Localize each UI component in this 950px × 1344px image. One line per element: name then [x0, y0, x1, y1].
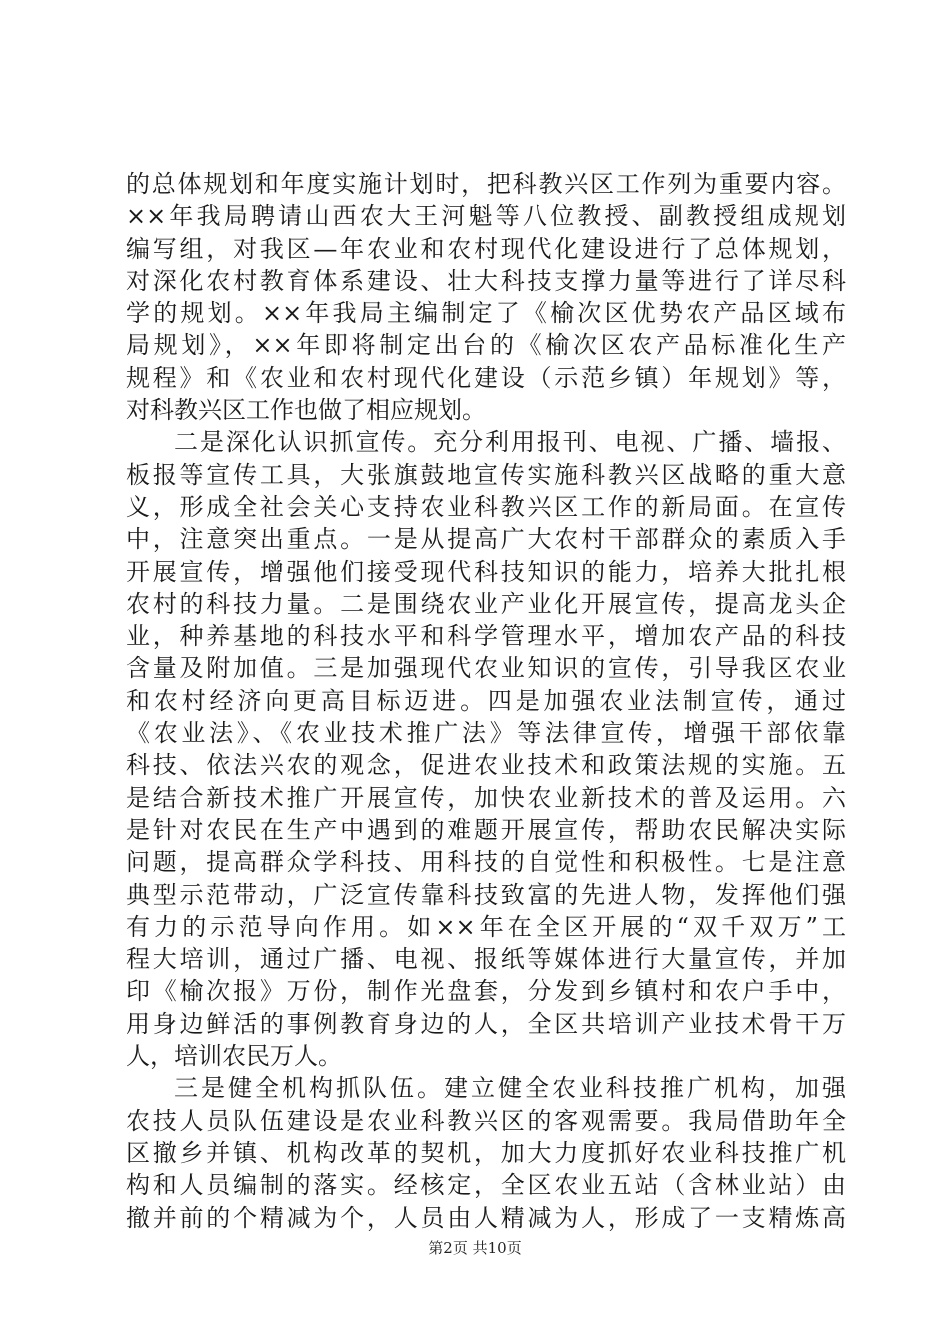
text-line: 学的规划。××年我局主编制定了《榆次区优势农产品区域布 — [126, 299, 846, 328]
text-line: 是结合新技术推广开展宣传，加快农业新技术的普及运用。六 — [126, 783, 846, 812]
text-line: 板报等宣传工具，大张旗鼓地宣传实施科教兴区战略的重大意 — [126, 460, 846, 489]
text-line: 义，形成全社会关心支持农业科教兴区工作的新局面。在宣传 — [126, 492, 846, 521]
text-line: 科技、依法兴农的观念，促进农业技术和政策法规的实施。五 — [126, 751, 846, 780]
text-line: 程大培训，通过广播、电视、报纸等媒体进行大量宣传，并加 — [126, 945, 846, 974]
text-line: 典型示范带动，广泛宣传靠科技致富的先进人物，发挥他们强 — [126, 880, 846, 909]
text-line: 编写组，对我区—年农业和农村现代化建设进行了总体规划， — [126, 234, 846, 263]
text-line: 构和人员编制的落实。经核定，全区农业五站（含林业站）由 — [126, 1171, 846, 1200]
text-line: 的总体规划和年度实施计划时，把科教兴区工作列为重要内容。 — [126, 170, 846, 198]
text-line: 人，培训农民万人。 — [126, 1042, 342, 1071]
text-line: 用身边鲜活的事例教育身边的人，全区共培训产业技术骨干万 — [126, 1009, 846, 1038]
text-line: 问题，提高群众学科技、用科技的自觉性和积极性。七是注意 — [126, 848, 846, 877]
text-line: 《农业法》、《农业技术推广法》等法律宣传，增强干部依靠 — [126, 719, 846, 748]
text-line: 业，种养基地的科技水平和科学管理水平，增加农产品的科技 — [126, 622, 846, 651]
text-line: 区撤乡并镇、机构改革的契机，加大力度抓好农业科技推广机 — [126, 1138, 846, 1167]
text-line: 印《榆次报》万份，制作光盘套，分发到乡镇村和农户手中， — [126, 977, 846, 1006]
text-line: 和农村经济向更高目标迈进。四是加强农业法制宣传，通过 — [126, 686, 846, 715]
text-line: 撤并前的个精减为个，人员由人精减为人，形成了一支精炼高 — [126, 1203, 846, 1232]
document-body — [126, 168, 846, 1234]
text-line: 对深化农村教育体系建设、壮大科技支撑力量等进行了详尽科 — [126, 266, 846, 295]
text-line: ××年我局聘请山西农大王河魁等八位教授、副教授组成规划 — [126, 202, 846, 231]
text-line: 农技人员队伍建设是农业科教兴区的客观需要。我局借助年全 — [126, 1106, 846, 1135]
page-number-footer: 第2页 共10页 — [428, 1239, 522, 1257]
text-line: 有力的示范导向作用。如××年在全区开展的“双千双万”工 — [126, 912, 846, 941]
text-line: 农村的科技力量。二是围绕农业产业化开展宣传，提高龙头企 — [126, 589, 846, 618]
text-line: 三是健全机构抓队伍。建立健全农业科技推广机构，加强 — [174, 1074, 846, 1103]
text-line: 开展宣传，增强他们接受现代科技知识的能力，培养大批扎根 — [126, 557, 846, 586]
text-line: 规程》和《农业和农村现代化建设（示范乡镇）年规划》等， — [126, 363, 846, 392]
text-line: 是针对农民在生产中遇到的难题开展宣传，帮助农民解决实际 — [126, 815, 846, 844]
text-line: 二是深化认识抓宣传。充分利用报刊、电视、广播、墙报、 — [174, 428, 846, 457]
text-line: 含量及附加值。三是加强现代农业知识的宣传，引导我区农业 — [126, 654, 846, 683]
text-line: 中，注意突出重点。一是从提高广大农村干部群众的素质入手 — [126, 525, 846, 554]
text-line: 局规划》，××年即将制定出台的《榆次区农产品标准化生产 — [126, 331, 846, 360]
text-line: 对科教兴区工作也做了相应规划。 — [126, 396, 486, 425]
